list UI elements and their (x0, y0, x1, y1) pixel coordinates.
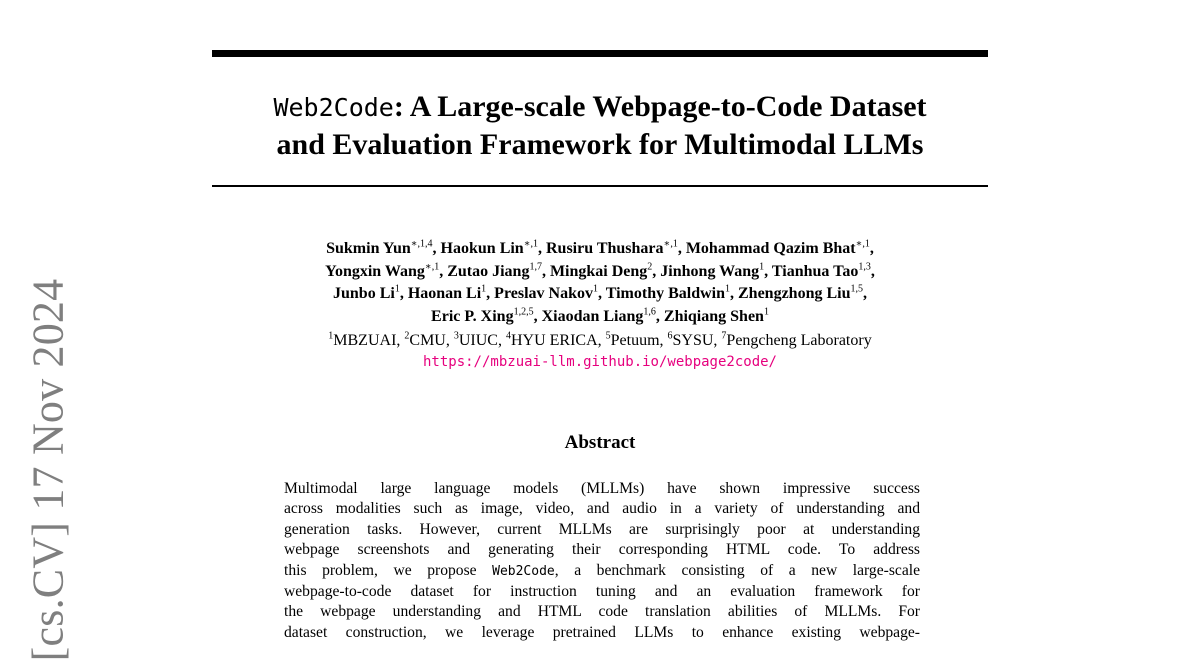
author-affil-mark: 1 (759, 261, 765, 273)
affiliation-name: SYSU (672, 332, 714, 349)
author-name: Haokun Lin (440, 240, 524, 257)
author-affil-mark: ∗,1,4 (410, 238, 433, 250)
author-affil-mark: 1 (763, 306, 769, 318)
author-name: Mingkai Deng (549, 262, 648, 280)
author-name: Sukmin Yun (326, 240, 411, 257)
author-affil-mark: 1,5 (850, 283, 863, 295)
abstract-line: across modalities such as image, video, and audio in a variety of understanding and (284, 500, 920, 518)
abstract-line: webpage screenshots and generating their corresponding HTML code. To address (284, 541, 920, 559)
author-affil-mark: 1,3 (858, 261, 871, 273)
author-name: Haonan Li (407, 285, 482, 302)
author-name: Timothy Baldwin (605, 285, 725, 302)
title-rule-top (212, 50, 988, 57)
abstract-line: the webpage understanding and HTML code translation abilities of MLLMs. For (284, 603, 920, 621)
author-affil-mark: 1,6 (643, 306, 656, 318)
author-affil-mark: 1,2,5 (513, 306, 534, 318)
author-affil-mark: ∗,1 (424, 261, 440, 273)
affiliation-name: UIUC (458, 332, 498, 349)
abstract-line: webpage-to-code dataset for instruction tuning and an evaluation framework for (284, 583, 920, 601)
author-affil-mark: ∗,1 (663, 238, 678, 250)
author-affil-mark: 1 (394, 283, 400, 295)
abstract-line: Multimodal large language models (MLLMs) have shown impressive success (284, 480, 920, 497)
project-page-link[interactable]: https://mbzuai-llm.github.io/webpage2code/ (422, 354, 777, 370)
author-name: Jinhong Wang (660, 262, 760, 280)
affiliation-name: HYU ERICA (510, 332, 598, 349)
author-affil-mark: ∗,1 (855, 238, 870, 250)
paper-title (212, 88, 988, 163)
author-affil-mark: 1 (592, 283, 598, 295)
author-name: Zhiqiang Shen (663, 307, 764, 325)
arxiv-stamp-text: [cs.CV] 17 Nov 2024 (23, 278, 73, 661)
author-name: Mohammad Qazim Bhat (685, 240, 856, 257)
author-affil-mark: 1 (481, 283, 487, 295)
affiliation-name: MBZUAI (333, 332, 397, 349)
author-affil-mark: 2 (647, 261, 653, 273)
affiliation-name: Pengcheng Laboratory (726, 332, 872, 349)
author-list: Sukmin Yun$^{∗,1,4}$, Haokun Lin$^{∗,1}$, Rusiru Thushara$^{∗,1}$, Mohammad Qazim Bhat$^{∗,1}$, Yongxin Wang$^{∗,1}$, Zutao Jiang$^{1,7}$, Mingkai Deng$^2$, Jinhong Wang$^1$, Tianhua Tao$^{1,3}$, Junbo Li$^1$, Haonan Li$^1$, Preslav Nakov$^1$, Timothy Baldwin$^1$, Zhengzhong Liu$^{1,5}$, Eric P. Xing$^{1,2,5}$, Xiaodan Liang$^{1,6}$, Zhiqiang Shen$^1$ (325, 238, 875, 325)
affiliation-name: CMU (409, 332, 446, 349)
author-name: Junbo Li (333, 285, 395, 302)
abstract-line: dataset construction, we leverage pretrained LLMs to enhance existing webpage- (284, 623, 920, 641)
abstract-body (284, 479, 920, 643)
author-name: Zutao Jiang (447, 262, 530, 280)
abstract-line: generation tasks. However, current MLLMs are surprisingly poor at understanding (284, 520, 920, 538)
title-line1-rest: : A Large-scale Webpage-to-Code Dataset (393, 90, 927, 123)
arxiv-identifier-stamp (18, 278, 78, 661)
abstract-code-name: Web2Code (492, 563, 555, 579)
title-rule-bottom (212, 185, 988, 187)
author-affil-mark: 1,7 (529, 261, 542, 273)
title-code-name: Web2Code (273, 93, 394, 122)
author-name: Tianhua Tao (771, 262, 859, 280)
author-affil-mark: ∗,1 (523, 238, 538, 250)
author-name: Eric P. Xing (431, 307, 514, 325)
author-name: Xiaodan Liang (541, 307, 644, 325)
author-name: Zhengzhong Liu (738, 285, 851, 302)
author-affil-mark: 1 (725, 283, 730, 295)
title-line2: and Evaluation Framework for Multimodal LLMs (276, 128, 924, 161)
author-name: Rusiru Thushara (546, 240, 664, 257)
abstract-line: this problem, we propose Web2Code, a benchmark consisting of a new large-scale (284, 561, 921, 579)
abstract-heading: Abstract (564, 432, 636, 453)
affiliation-name: Petuum (610, 332, 660, 349)
affiliation-list: $^1$MBZUAI, $^2$CMU, $^3$UIUC, $^4$HYU ERICA, $^5$Petuum, $^6$SYSU, $^7$Pengcheng Laboratory (328, 330, 872, 349)
author-name: Preslav Nakov (494, 285, 593, 302)
author-name: Yongxin Wang (325, 262, 425, 280)
